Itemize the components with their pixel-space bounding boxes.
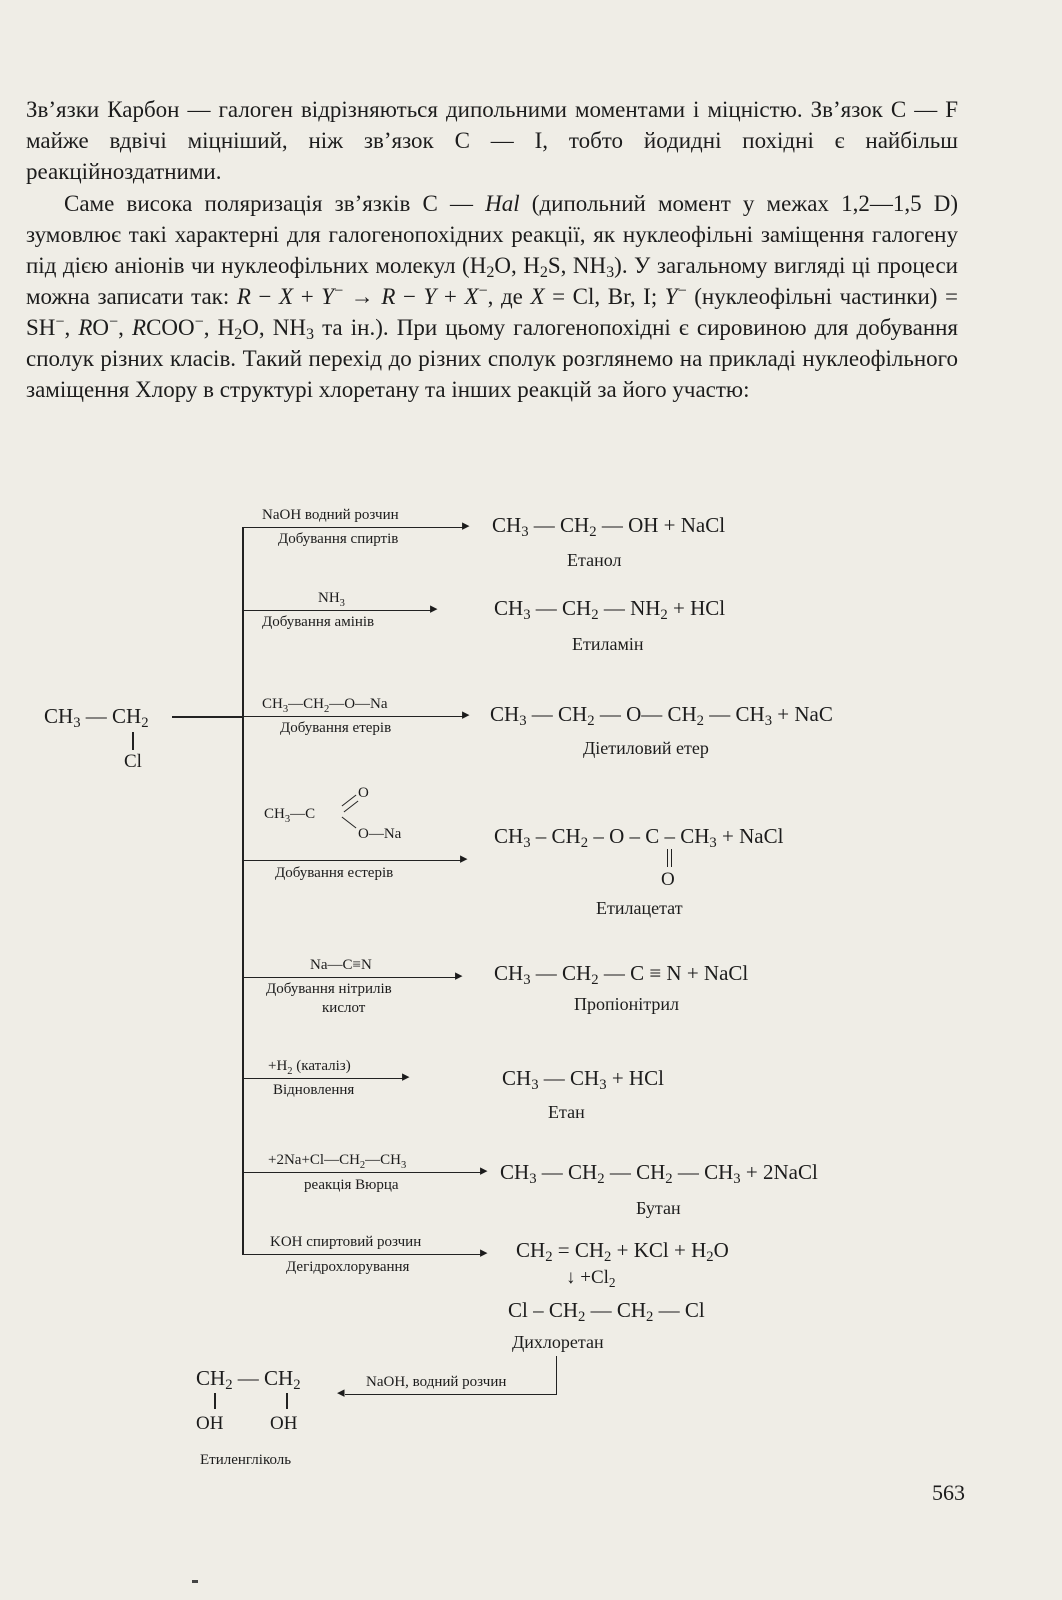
single-bond-line	[342, 817, 357, 829]
product-formula: $CH_3$ — $CH_3$ + HCl	[502, 1066, 664, 1093]
reaction-label: Дегідрохлорування	[286, 1259, 410, 1275]
arrow-line	[243, 1172, 483, 1173]
product-formula: $CH_3$ — $CH_2$ — O— $CH_2$ — $CH_3$ + NaC	[490, 702, 833, 729]
chlorination-step: ↓ $+Cl_2$	[566, 1267, 616, 1290]
product-formula: $CH_3$ — $CH_2$ — C ≡ N + NaCl	[494, 961, 749, 988]
arrow-line	[243, 1254, 483, 1255]
reagent-label: Na—C≡N	[310, 957, 372, 973]
double-bond-line	[671, 849, 672, 867]
reagent-o-na: O—Na	[358, 826, 402, 842]
arrow-head: ▸	[462, 707, 470, 723]
reaction-label-2: кислот	[322, 1000, 366, 1016]
ethylene-glycol-name: Етиленгліколь	[200, 1452, 292, 1468]
reagent-carbonyl-o: O	[358, 785, 369, 801]
product-name: Етилацетат	[596, 898, 683, 918]
product-formula: $CH_3$ — $CH_2$ — $NH_2$ + HCl	[494, 596, 726, 623]
start-connector-line	[172, 716, 244, 718]
reagent-label: $CH_3—CH_2—O—Na$	[262, 696, 388, 715]
reagent-label: NaOH водний розчин	[262, 507, 399, 523]
product-formula: $CH_3$ — $CH_2$ — $CH_2$ — $CH_3$ + 2NaCl	[500, 1160, 818, 1187]
product-name: Етанол	[567, 550, 622, 570]
reaction-label: Добування нітрилів	[266, 981, 392, 997]
arrow-head: ▸	[480, 1163, 488, 1179]
hydroxyl-group: OH	[196, 1413, 224, 1434]
arrow-head: ▸	[460, 851, 468, 867]
product-name: Пропіонітрил	[574, 994, 679, 1014]
arrow-head: ▸	[455, 968, 463, 984]
print-smudge	[192, 1580, 198, 1583]
arrow-head: ◂	[337, 1385, 345, 1401]
product-formula: $CH_3 - CH_2$ – O – C – $CH_3$ + NaCl	[494, 824, 784, 851]
product-formula: $CH_3$ — $CH_2$ — OH + NaCl	[492, 513, 726, 540]
reagent-acetate: $CH_3—C$	[264, 806, 316, 825]
chlorine-atom: Cl	[124, 751, 142, 772]
product-carbonyl-o: O	[661, 869, 675, 890]
reagent-label: $+2Na+Cl—CH_2—CH_3$	[268, 1152, 407, 1171]
reagent-label: KOH спиртовий розчин	[270, 1234, 422, 1250]
ethylene-glycol-formula: $CH_2$ — $CH_2$	[196, 1366, 301, 1393]
return-line-vertical	[556, 1356, 557, 1394]
reaction-scheme	[0, 500, 1062, 1530]
trunk-line	[242, 527, 244, 1255]
c-oh-bond	[214, 1393, 216, 1409]
product-name: Етиламін	[572, 634, 644, 654]
c-oh-bond	[286, 1393, 288, 1409]
product-name: Етан	[548, 1102, 585, 1122]
arrow-line	[243, 977, 458, 978]
dichloroethane-formula: Cl – $CH_2$ — $CH_2$ — Cl	[508, 1298, 705, 1325]
reagent-label: $NH_3$	[318, 590, 345, 609]
reaction-label: Добування естерів	[275, 865, 394, 881]
arrow-line	[243, 716, 465, 717]
arrow-line	[243, 860, 463, 861]
reaction-label: Добування спиртів	[278, 531, 399, 547]
paragraph-bond-strength: Зв’язки Карбон — галоген відрізняються дипольними моментами і міцністю. Зв’язок C — F майже вдвічі міцніший, ніж зв’язок C — I, тобто йодидні похідні є найбільш реакційноздатними.	[26, 97, 958, 184]
double-bond-line	[667, 849, 668, 867]
arrow-head: ▸	[402, 1069, 410, 1085]
final-reagent-label: NaOH, водний розчин	[366, 1374, 507, 1390]
arrow-line	[243, 610, 433, 611]
arrow-head: ▸	[480, 1245, 488, 1261]
arrow-head: ▸	[462, 518, 470, 534]
paragraph-nucleophilic-substitution: Саме висока поляризація зв’язків C — Hal (дипольний момент у межах 1,2—1,5 D) зумовлює такі характерні для галогенопохідних реакції, як нуклеофільні заміщення галогену під дією аніонів чи нуклеофільних молекул ($H_2O$, $H_2S$, $NH_3$). У загальному вигляді ці процеси можна записати так: R − X + Y− → R − Y + X−, де X = Cl, Br, I; Y− (нуклеофільні частинки) = SH−, RO−, RCOO−, $H_2O$, $NH_3$ та ін.). При цьому галогенопохідні є сировиною для добування сполук різних класів. Такий перехід до різних сполук розглянемо на прикладі нуклеофільного заміщення Хлору в структурі хлоретану та інших реакцій за його участю:	[26, 191, 959, 402]
reaction-label: Добування етерів	[280, 720, 392, 736]
reaction-label: реакція Вюрца	[304, 1177, 399, 1193]
product-name: Діетиловий етер	[583, 738, 709, 758]
page-number: 563	[932, 1480, 965, 1505]
hydroxyl-group: OH	[270, 1413, 298, 1434]
product-name: Дихлоретан	[512, 1332, 604, 1352]
arrow-line	[243, 527, 463, 528]
arrow-line	[243, 1078, 405, 1079]
reaction-label: Добування амінів	[262, 614, 375, 630]
c-cl-bond	[132, 732, 134, 750]
return-arrow-line	[345, 1394, 557, 1395]
product-name: Бутан	[636, 1198, 681, 1218]
arrow-head: ▸	[430, 601, 438, 617]
chloroethane-formula: $CH_3$ — $CH_2$	[44, 704, 149, 731]
reagent-label: $+H_2$ (каталіз)	[268, 1058, 351, 1077]
reaction-label: Відновлення	[273, 1082, 355, 1098]
product-formula: $CH_2 = CH_2$ + KCl + $H_2O$	[516, 1238, 729, 1265]
